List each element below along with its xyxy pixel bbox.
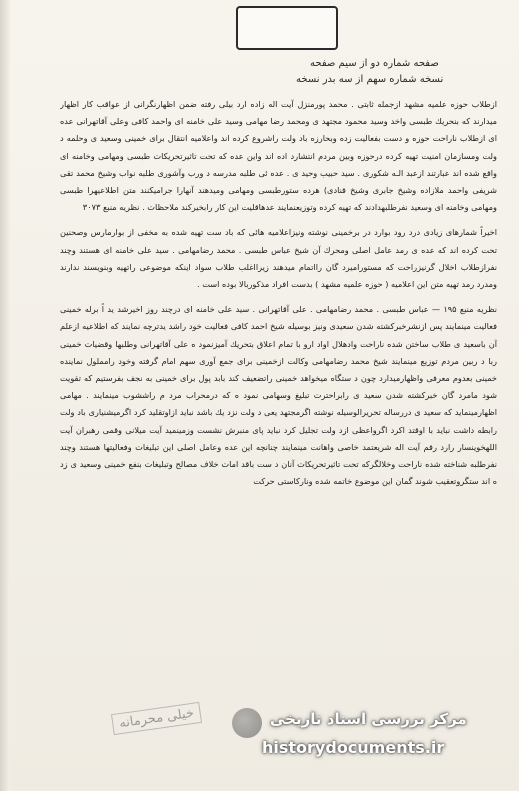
page-edge-shadow <box>0 0 10 791</box>
paragraph-2: اخیراً شمارهای زیادی درد رود بوارد در برخمینی نوشته ونیزاعلامیه هائی که باد ست تهیه شده به مخفی از بوارمارس وصحنین تحت کرده اند که عده ی رمد عامل اصلی ومحرك آن شیخ عباس طبسی . محمد رضامهامی . سید علی خامنه ای هستند وچند نفرازطلاب اخلال گرنیزراحت که مستورامیرد گان رااتمام میدهند زیرااغلب طلاب سواد اینکه موضوعی راتهیه وبنویسند ندارند ومدرد رمد تهیه متن این اعلامیه ( حوزه علمیه مشهد ) بدست افراد مذکوربالا بوده است . <box>60 227 497 290</box>
paragraph-3: نظریه منبع ۱۹۵ — عباس طبسی . محمد رضامهامی . علی آقاتهرانی . سید علی خامنه ای درچند روز اخیرشد ید اً برله خمینی فعالیت مینمایند پس ازنشرخبرکشته شدن سعیدی ونیز بوسیله شیخ احمد کافی فعالیت خود راشد یدترچه نمایند که اطلاعیه ازعلم آن باسعید ی طلاب ساختن شده ناراحت وادهلال اواد ارو با تمام اعلاق بتحریك آمیزنمود ه علی آقاتهرانی وطلبها وقضیات خمینی ربا د ربین مردم توزیع مینمایند شیخ محمد رضامهامی وکالت ازخمینی برای جمع آوری سهم امام گرفته وخود رامملول نماینده خمینی بعدوم معرفی واظهارمیدارد چون د ستگاه میخواهد خمینی راتضعیف کند بابد پول برای خمینی به نجف بفرستیم که تقویت شود مامرد گان خبرکشته شدن سعید ی رابراحترت تبلیغ وسهامی نمود ه که درمحراب مرد م راششوب مینمایند . مهامی اظهارمینماید که سعید ی دررساله تحریرالوسیله نوشته اگرمجتهد یعی د ولت نزد یك باشد نباید ازاوتقلید کرد اگرمیشنیاری باد ولت رابطه داشت نباید با اوقتد اکرد اگرواعظی ازد ولت تجلیل کرد نباید پای منبرش نشست وزمینمید آیت میلانی وقمی رهبران آیت اللهخوینسار رارد رقم آیت اله شریعتمد خاصی واهانت مینمایند چنانچه این عده وعامل اصلی این تبلیغات وفعالیتها هستند وچند نفرطلبه شناخته شده ناراحت وخلالگرکه تحت تاثیرتحریکات آنان د ست باقد امات خلاف مصالح وتبلیغات بنفع خمینی وسعید ی زد ه اند ستگروتعقیب شوند گمان این موضوع خاتمه شده ونارکاستی حرکت <box>60 304 497 487</box>
header-copy-number: نسخه شماره سهم از سه بدر نسخه <box>296 74 444 85</box>
watermark-url: historydocuments.ir <box>262 738 445 757</box>
header-stamp-box <box>236 6 338 50</box>
classification-stamp: خیلی محرمانه <box>111 702 202 735</box>
document-body <box>60 96 497 726</box>
header-page-number: صفحه شماره دو از سیم صفحه <box>310 58 439 69</box>
watermark-title: مرکز بررسی اسناد تاریخی <box>270 710 467 728</box>
archive-logo-icon <box>232 708 262 738</box>
paragraph-1: ازطلاب حوزه علميه مشهد ازجمله ثابتی . محمد پورمنزل آیت اله زاده ارد بیلی رفته ضمن اظهارنگرانی از عواقب کار اظهار ميدارند که بنحریك طبسی واخد وسيد محمود مجتهد ی ومحمد رضا مهامی وسید علی خامنه ای واحمد کافی وعلی آقاتهرانی عده ای ازطلاب ناراحت حوزه و دست بفعاليت زده وبحارزه باد ولت راشروع کرده اند واعلامیه انتقال برای خمینی وسعید ی وحلمه د ولت ومسازمان امنيت تهيه کرده درحوزه وبین مردم انتشارد اده اند واین عده که تحت تاثیرتحریکات طبسی ومهامی وخامنه ای واقع شده اند عبارتند ازعبد الـه شکوری . سید حبیب وحید ی . عده ئی طلبه مدرسه د ورب وآشوری طلبه نواب وشیخ محمد تقی شریفی واحمد ملازاده وشیخ جابری وشیخ قنادی) هرده ستورطبسی ومهامی ومیدهند آنهارا جرامیکنند متن اطلاعیهرا طبسی ومهامی وخامنه ای وسعید نفرطلبهدادند که تهیه کرده وتوزیعنمایند عدهاقلیت این کار رابخیرکند ملاحظات . نظریه منبع ۳۰۷۳ <box>60 99 497 213</box>
